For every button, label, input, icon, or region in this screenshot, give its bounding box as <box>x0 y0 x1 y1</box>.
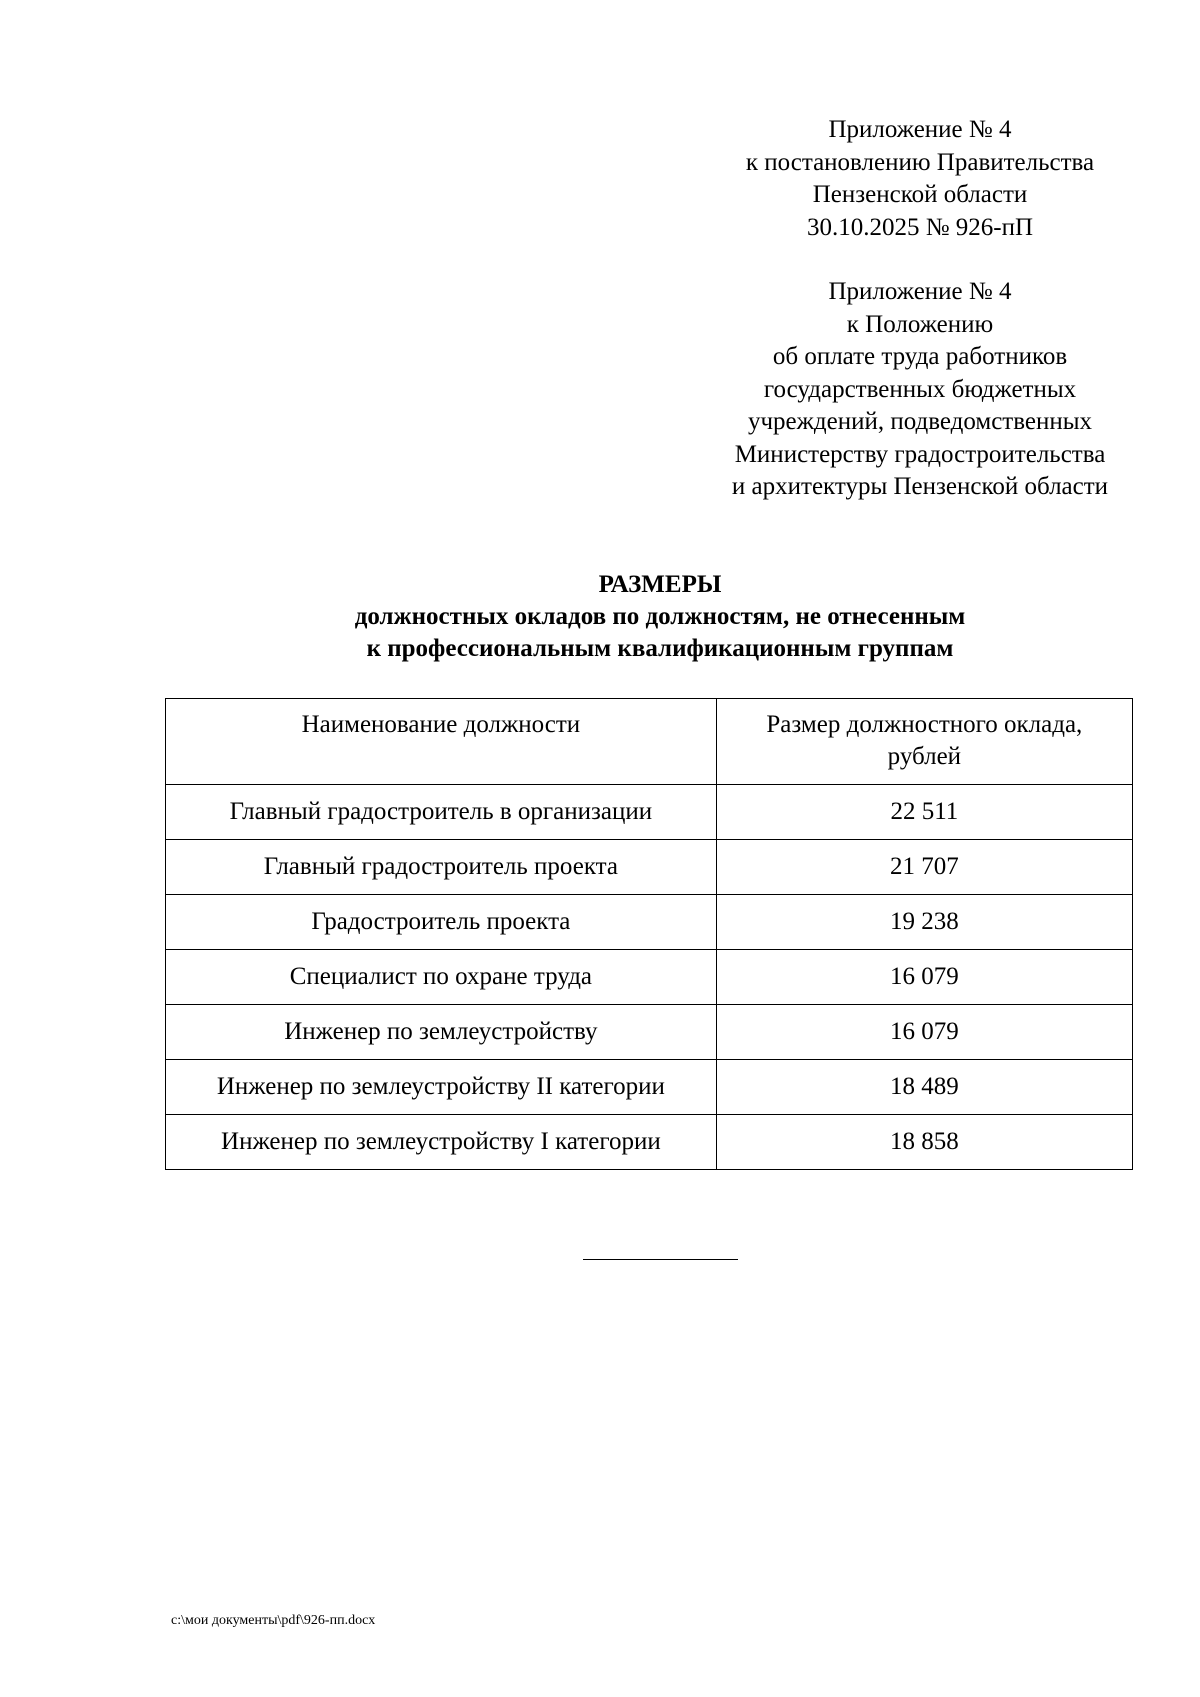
appendix-regulation-line: об оплате труда работников <box>772 343 1068 370</box>
appendix-regulation-line: Министерству градостроительства <box>734 440 1106 468</box>
salary-cell: 21 707 <box>716 840 1132 895</box>
table-row <box>166 840 1133 895</box>
table-row <box>166 1060 1133 1115</box>
position-cell: Градостроитель проекта <box>166 895 717 950</box>
title-heading: РАЗМЕРЫ <box>598 571 722 598</box>
position-cell: Инженер по землеустройству I категории <box>166 1115 717 1170</box>
end-of-document-rule <box>583 1259 738 1260</box>
table-row <box>166 785 1133 840</box>
title-subheading-line: к профессиональным квалификационным группам <box>366 635 954 662</box>
appendix-regulation-line: государственных бюджетных <box>763 375 1077 403</box>
salary-cell: 16 079 <box>716 950 1132 1005</box>
salary-cell: 18 489 <box>716 1060 1132 1115</box>
appendix-decree-reference <box>700 114 1140 244</box>
appendix-regulation-line: Приложение № 4 <box>828 278 1012 305</box>
position-cell: Инженер по землеустройству II категории <box>166 1060 717 1115</box>
position-cell: Главный градостроитель проекта <box>166 840 717 895</box>
appendix-decree-line: к постановлению Правительства <box>745 148 1095 176</box>
table-row <box>166 1115 1133 1170</box>
column-header-salary-unit: рублей <box>887 743 962 770</box>
table-row <box>166 950 1133 1005</box>
appendix-regulation-line: учреждений, подведомственных <box>747 408 1093 435</box>
appendix-regulation-line: к Положению <box>846 310 994 338</box>
position-cell: Специалист по охране труда <box>166 950 717 1005</box>
appendix-regulation-line: и архитектуры Пензенской области <box>731 473 1109 500</box>
appendix-decree-line: Приложение № 4 <box>828 116 1012 143</box>
salary-cell: 16 079 <box>716 1005 1132 1060</box>
salary-cell: 18 858 <box>716 1115 1132 1170</box>
column-header-position-label: Наименование должности <box>301 711 581 738</box>
salary-cell: 22 511 <box>716 785 1132 840</box>
salary-table <box>165 698 1133 1170</box>
title-subheading-line: должностных окладов по должностям, не отнесенным <box>354 603 966 630</box>
appendix-regulation-reference <box>700 276 1140 504</box>
table-row <box>166 1005 1133 1060</box>
table-row <box>166 895 1133 950</box>
position-cell: Инженер по землеустройству <box>166 1005 717 1060</box>
salary-cell: 19 238 <box>716 895 1132 950</box>
position-cell: Главный градостроитель в организации <box>166 785 717 840</box>
appendix-decree-date-number: 30.10.2025 № 926-пП <box>806 213 1034 241</box>
table-header-row <box>166 699 1133 785</box>
footer-file-path: c:\мои документы\pdf\926-пп.docx <box>171 1613 376 1628</box>
document-title <box>200 569 1120 665</box>
appendix-decree-line: Пензенской области <box>812 181 1028 208</box>
column-header-salary <box>716 699 1132 785</box>
column-header-position <box>166 699 717 785</box>
column-header-salary-label: Размер должностного оклада, <box>766 711 1083 738</box>
